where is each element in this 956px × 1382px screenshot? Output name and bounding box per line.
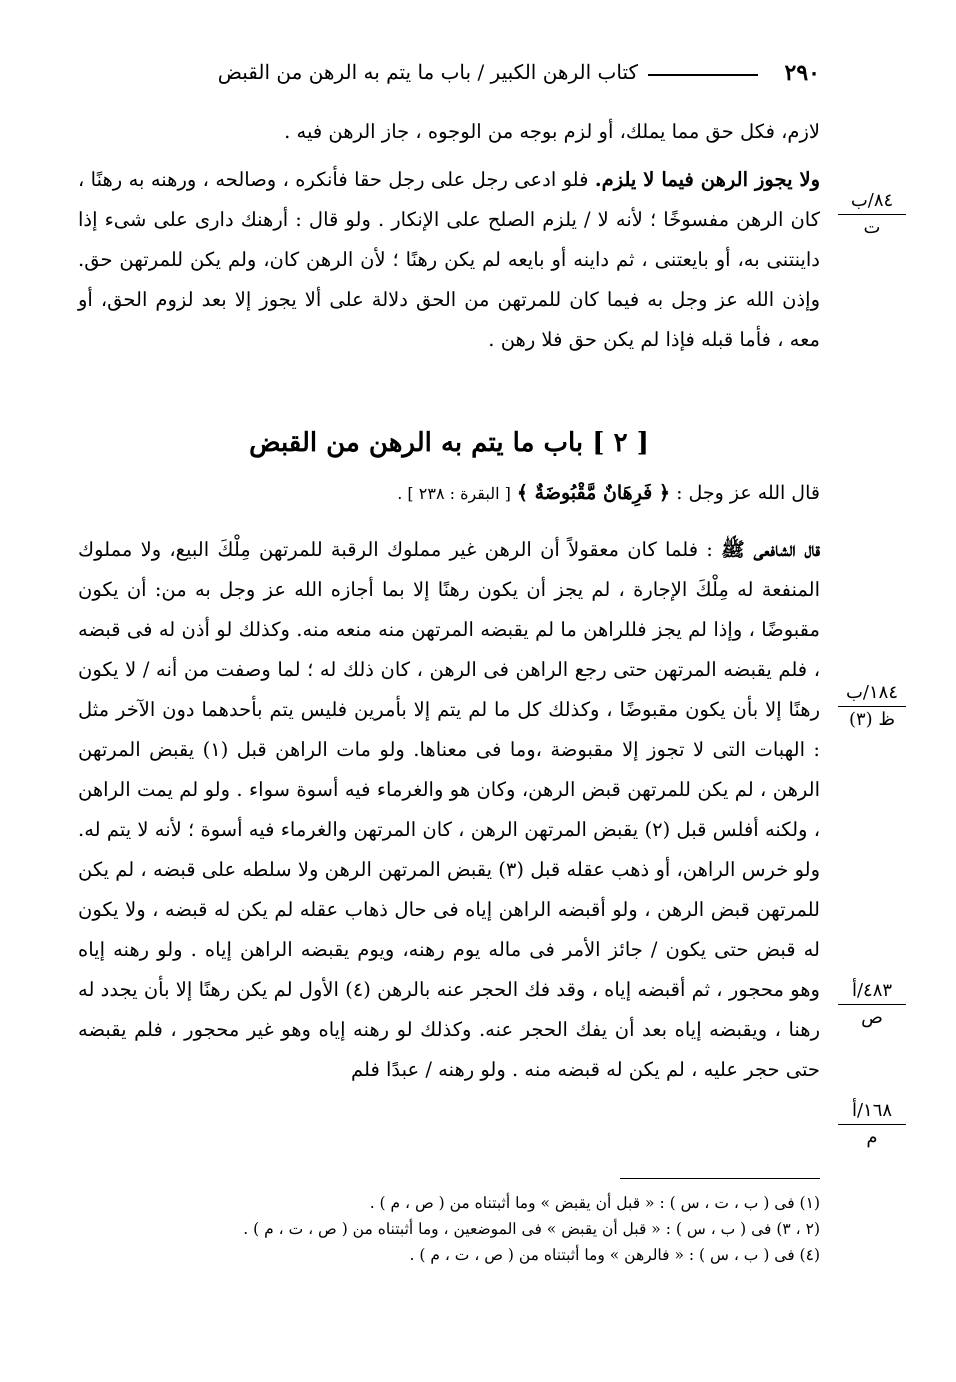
margin-note-rule bbox=[838, 1124, 906, 1125]
running-header bbox=[78, 60, 820, 90]
footnotes bbox=[160, 1190, 820, 1268]
margin-note-siglum: ص bbox=[861, 1007, 883, 1028]
footnote-rule bbox=[620, 1178, 820, 1179]
paragraph-1 bbox=[78, 112, 820, 152]
footnote-1: (١) فى ( ب ، ت ، س ) : « قبل أن يقبض » وما أثبتناه من ( ص ، م ) . bbox=[369, 1194, 820, 1212]
footnote-3: (٤) فى ( ب ، س ) : « فالرهن » وما أثبتناه من ( ص ، ت ، م ) . bbox=[409, 1246, 820, 1264]
margin-note-rule bbox=[838, 706, 906, 707]
chapter-heading: [ ٢ ] باب ما يتم به الرهن من القبض bbox=[249, 428, 649, 458]
quote-verse: ﴿ فَرِهَانٌ مَّقْبُوضَةٌ ﴾ bbox=[516, 482, 671, 504]
margin-note-ref: ٤٨٣/أ bbox=[851, 980, 893, 1001]
margin-note-1 bbox=[838, 190, 906, 239]
margin-note-siglum: ظ (٣) bbox=[848, 709, 896, 730]
margin-note-rule bbox=[838, 1004, 906, 1005]
margin-note-siglum: ت bbox=[863, 217, 881, 238]
margin-note-ref: ١٦٨/أ bbox=[851, 1100, 893, 1121]
paragraph-3 bbox=[78, 530, 820, 1090]
margin-note-ref: ١٨٤/ب bbox=[845, 682, 899, 703]
paragraph-3-text: : فلما كان معقولاً أن الرهن غير مملوك الرقبة للمرتهن مِلْكَ البيع، ولا مملوك المنفعة له مِلْكَ الإجارة ، لم يجز أن يكون رهنًا إلا بما أجازه الله عز وجل به من: أن يكون مقبوضًا ، وإذا لم يجز فللراهن ما لم يقبضه المرتهن منه منعه منه. وكذلك لو أذن له فى قبضه ، فلم يقبضه المرتهن حتى رجع الراهن فى الرهن ، كان ذلك له ؛ لما وصفت من أنه / لا يكون رهنًا إلا بأن يكون مقبوضًا ، وكذلك كل ما لم يتم إلا بأمرين فليس يتم بأحدهما دون الآخر مثل : الهبات التى لا تجوز إلا مقبوضة ،وما فى معناها. ولو مات الراهن قبل (١) يقبض المرتهن الرهن ، لم يكن للمرتهن قبض الرهن، وكان هو والغرماء فيه أسوة سواء . ولو لم يمت الراهن ، ولكنه أفلس قبل (٢) يقبض المرتهن الرهن ، كان المرتهن والغرماء فيه أسوة ؛ لأنه لا يتم له. ولو خرس الراهن، أو ذهب عقله قبل (٣) يقبض المرتهن الرهن ولا سلطه على قبضه ، لم يكن للمرتهن قبض الرهن ، ولو أقبضه الراهن إياه فى حال ذهاب عقله لم يكن له قبضه ، ولا يكون له قبض حتى يكون / جائز الأمر فى ماله يوم رهنه، ويوم يقبضه الراهن إياه . ولو رهنه إياه وهو محجور ، ثم أقبضه إياه ، وقد فك الحجر عنه بالرهن (٤) الأول لم يكن رهنًا إلا بأن يجدد له رهنا ، ويقبضه إياه بعد أن يفك الحجر عنه. وكذلك لو رهنه إياه وهو غير محجور ، فلم يقبضه حتى حجر عليه ، لم يكن له قبضه منه . ولو رهنه / عبدًا فلم bbox=[78, 538, 820, 1081]
paragraph-2 bbox=[78, 160, 820, 360]
margin-note-4 bbox=[838, 1100, 906, 1149]
quote-intro: قال الله عز وجل : bbox=[676, 482, 820, 504]
margin-note-3 bbox=[838, 980, 906, 1029]
running-title: كتاب الرهن الكبير / باب ما يتم به الرهن من القبض bbox=[217, 60, 638, 84]
margin-note-ref: ٨٤/ب bbox=[850, 190, 894, 211]
paragraph-1-text: لازم، فكل حق مما يملك، أو لزم بوجه من الوجوه ، جاز الرهن فيه . bbox=[284, 120, 820, 143]
quran-quote bbox=[78, 482, 820, 504]
paragraph-3-lead: قال الشافعى ﷺ bbox=[721, 538, 820, 561]
margin-note-2 bbox=[838, 682, 906, 731]
page-number: ٢٩٠ bbox=[784, 60, 820, 86]
paragraph-2-text: فلو ادعى رجل على رجل حقا فأنكره ، وصالحه ، ورهنه به رهنًا ، كان الرهن مفسوخًا ؛ لأنه لا / يلزم الصلح على الإنكار . ولو قال : أرهنك دارى على شىء إذا داينتنى به، أو بايعتنى ، ثم داينه أو بايعه لم يكن رهنًا ؛ لأن الرهن كان، ولم يكن للمرتهن حق. وإذن الله عز وجل به فيما كان للمرتهن من الحق دلالة على ألا يجوز إلا بعد لزوم الحق، أو معه ، فأما قبله فإذا لم يكن حق فلا رهن . bbox=[78, 168, 820, 351]
margin-note-rule bbox=[838, 214, 906, 215]
margin-note-siglum: م bbox=[866, 1127, 878, 1148]
header-rule bbox=[648, 74, 758, 76]
quote-reference: [ البقرة : ٢٣٨ ] . bbox=[397, 484, 511, 503]
paragraph-2-lead: ولا يجوز الرهن فيما لا يلزم. bbox=[594, 168, 820, 191]
footnote-2: (٢ ، ٣) فى ( ب ، س ) : « قبل أن يقبض » فى الموضعين ، وما أثبتناه من ( ص ، ت ، م ) . bbox=[243, 1220, 820, 1238]
